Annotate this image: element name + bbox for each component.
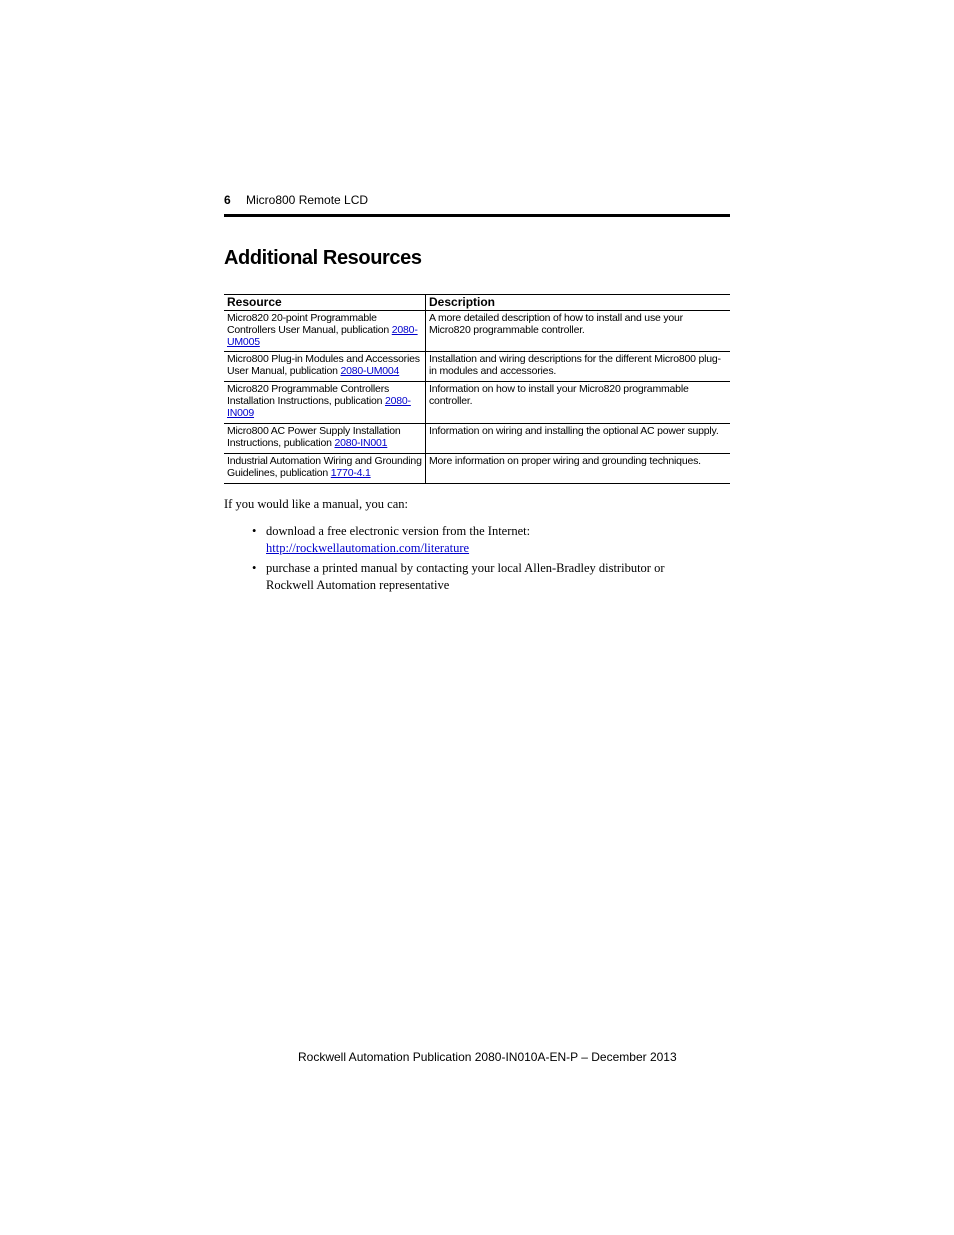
publication-link[interactable]: 2080-IN009 bbox=[227, 395, 411, 419]
table-header-row bbox=[224, 295, 730, 311]
resource-cell bbox=[224, 311, 426, 352]
bullet-icon: • bbox=[252, 561, 257, 575]
description-cell: Installation and wiring descriptions for the different Micro800 plug-in modules and accessories. bbox=[426, 352, 731, 382]
column-header-description: Description bbox=[426, 295, 731, 311]
section-heading: Additional Resources bbox=[224, 247, 422, 269]
page-number: 6 bbox=[224, 193, 231, 207]
footer-publication-info: Rockwell Automation Publication 2080-IN010A-EN-P – December 2013 bbox=[298, 1050, 677, 1064]
resource-title: Micro820 20-point Programmable Controllers User Manual, publication bbox=[227, 312, 392, 336]
resource-title: Micro800 AC Power Supply Installation Instructions, publication bbox=[227, 425, 401, 449]
publication-link[interactable]: 1770-4.1 bbox=[330, 467, 371, 479]
description-cell: Information on wiring and installing the optional AC power supply. bbox=[426, 424, 731, 454]
literature-url-link[interactable]: http://rockwellautomation.com/literature bbox=[266, 541, 470, 555]
table-row bbox=[224, 424, 730, 454]
resource-cell bbox=[224, 454, 426, 484]
list-item bbox=[252, 560, 712, 594]
list-item-text: download a free electronic version from the Internet: bbox=[266, 524, 531, 538]
table-row bbox=[224, 382, 730, 424]
manual-options-list bbox=[252, 523, 712, 597]
publication-link[interactable]: 2080-IN001 bbox=[334, 437, 388, 449]
resource-title: Industrial Automation Wiring and Grounding Guidelines, publication bbox=[227, 455, 422, 479]
resource-cell bbox=[224, 352, 426, 382]
publication-link[interactable]: 2080-UM005 bbox=[227, 324, 418, 348]
header-rule bbox=[224, 214, 730, 217]
bullet-icon: • bbox=[252, 524, 257, 538]
publication-link[interactable]: 2080-UM004 bbox=[340, 365, 400, 377]
description-cell: A more detailed description of how to install and use your Micro820 programmable controller. bbox=[426, 311, 731, 352]
table-row bbox=[224, 311, 730, 352]
resource-cell bbox=[224, 424, 426, 454]
table-row bbox=[224, 454, 730, 484]
list-item-text: purchase a printed manual by contacting your local Allen-Bradley distributor or Rockwell Automation representative bbox=[266, 561, 665, 592]
manual-intro-text: If you would like a manual, you can: bbox=[224, 497, 408, 511]
list-item bbox=[252, 523, 712, 557]
column-header-resource: Resource bbox=[224, 295, 426, 311]
description-cell: More information on proper wiring and grounding techniques. bbox=[426, 454, 731, 484]
running-title: Micro800 Remote LCD bbox=[246, 193, 369, 207]
resource-title: Micro820 Programmable Controllers Installation Instructions, publication bbox=[227, 383, 390, 407]
table-row bbox=[224, 352, 730, 382]
resources-table bbox=[224, 294, 730, 484]
resource-cell bbox=[224, 382, 426, 424]
resource-title: Micro800 Plug-in Modules and Accessories User Manual, publication bbox=[227, 353, 420, 377]
description-cell: Information on how to install your Micro820 programmable controller. bbox=[426, 382, 731, 424]
